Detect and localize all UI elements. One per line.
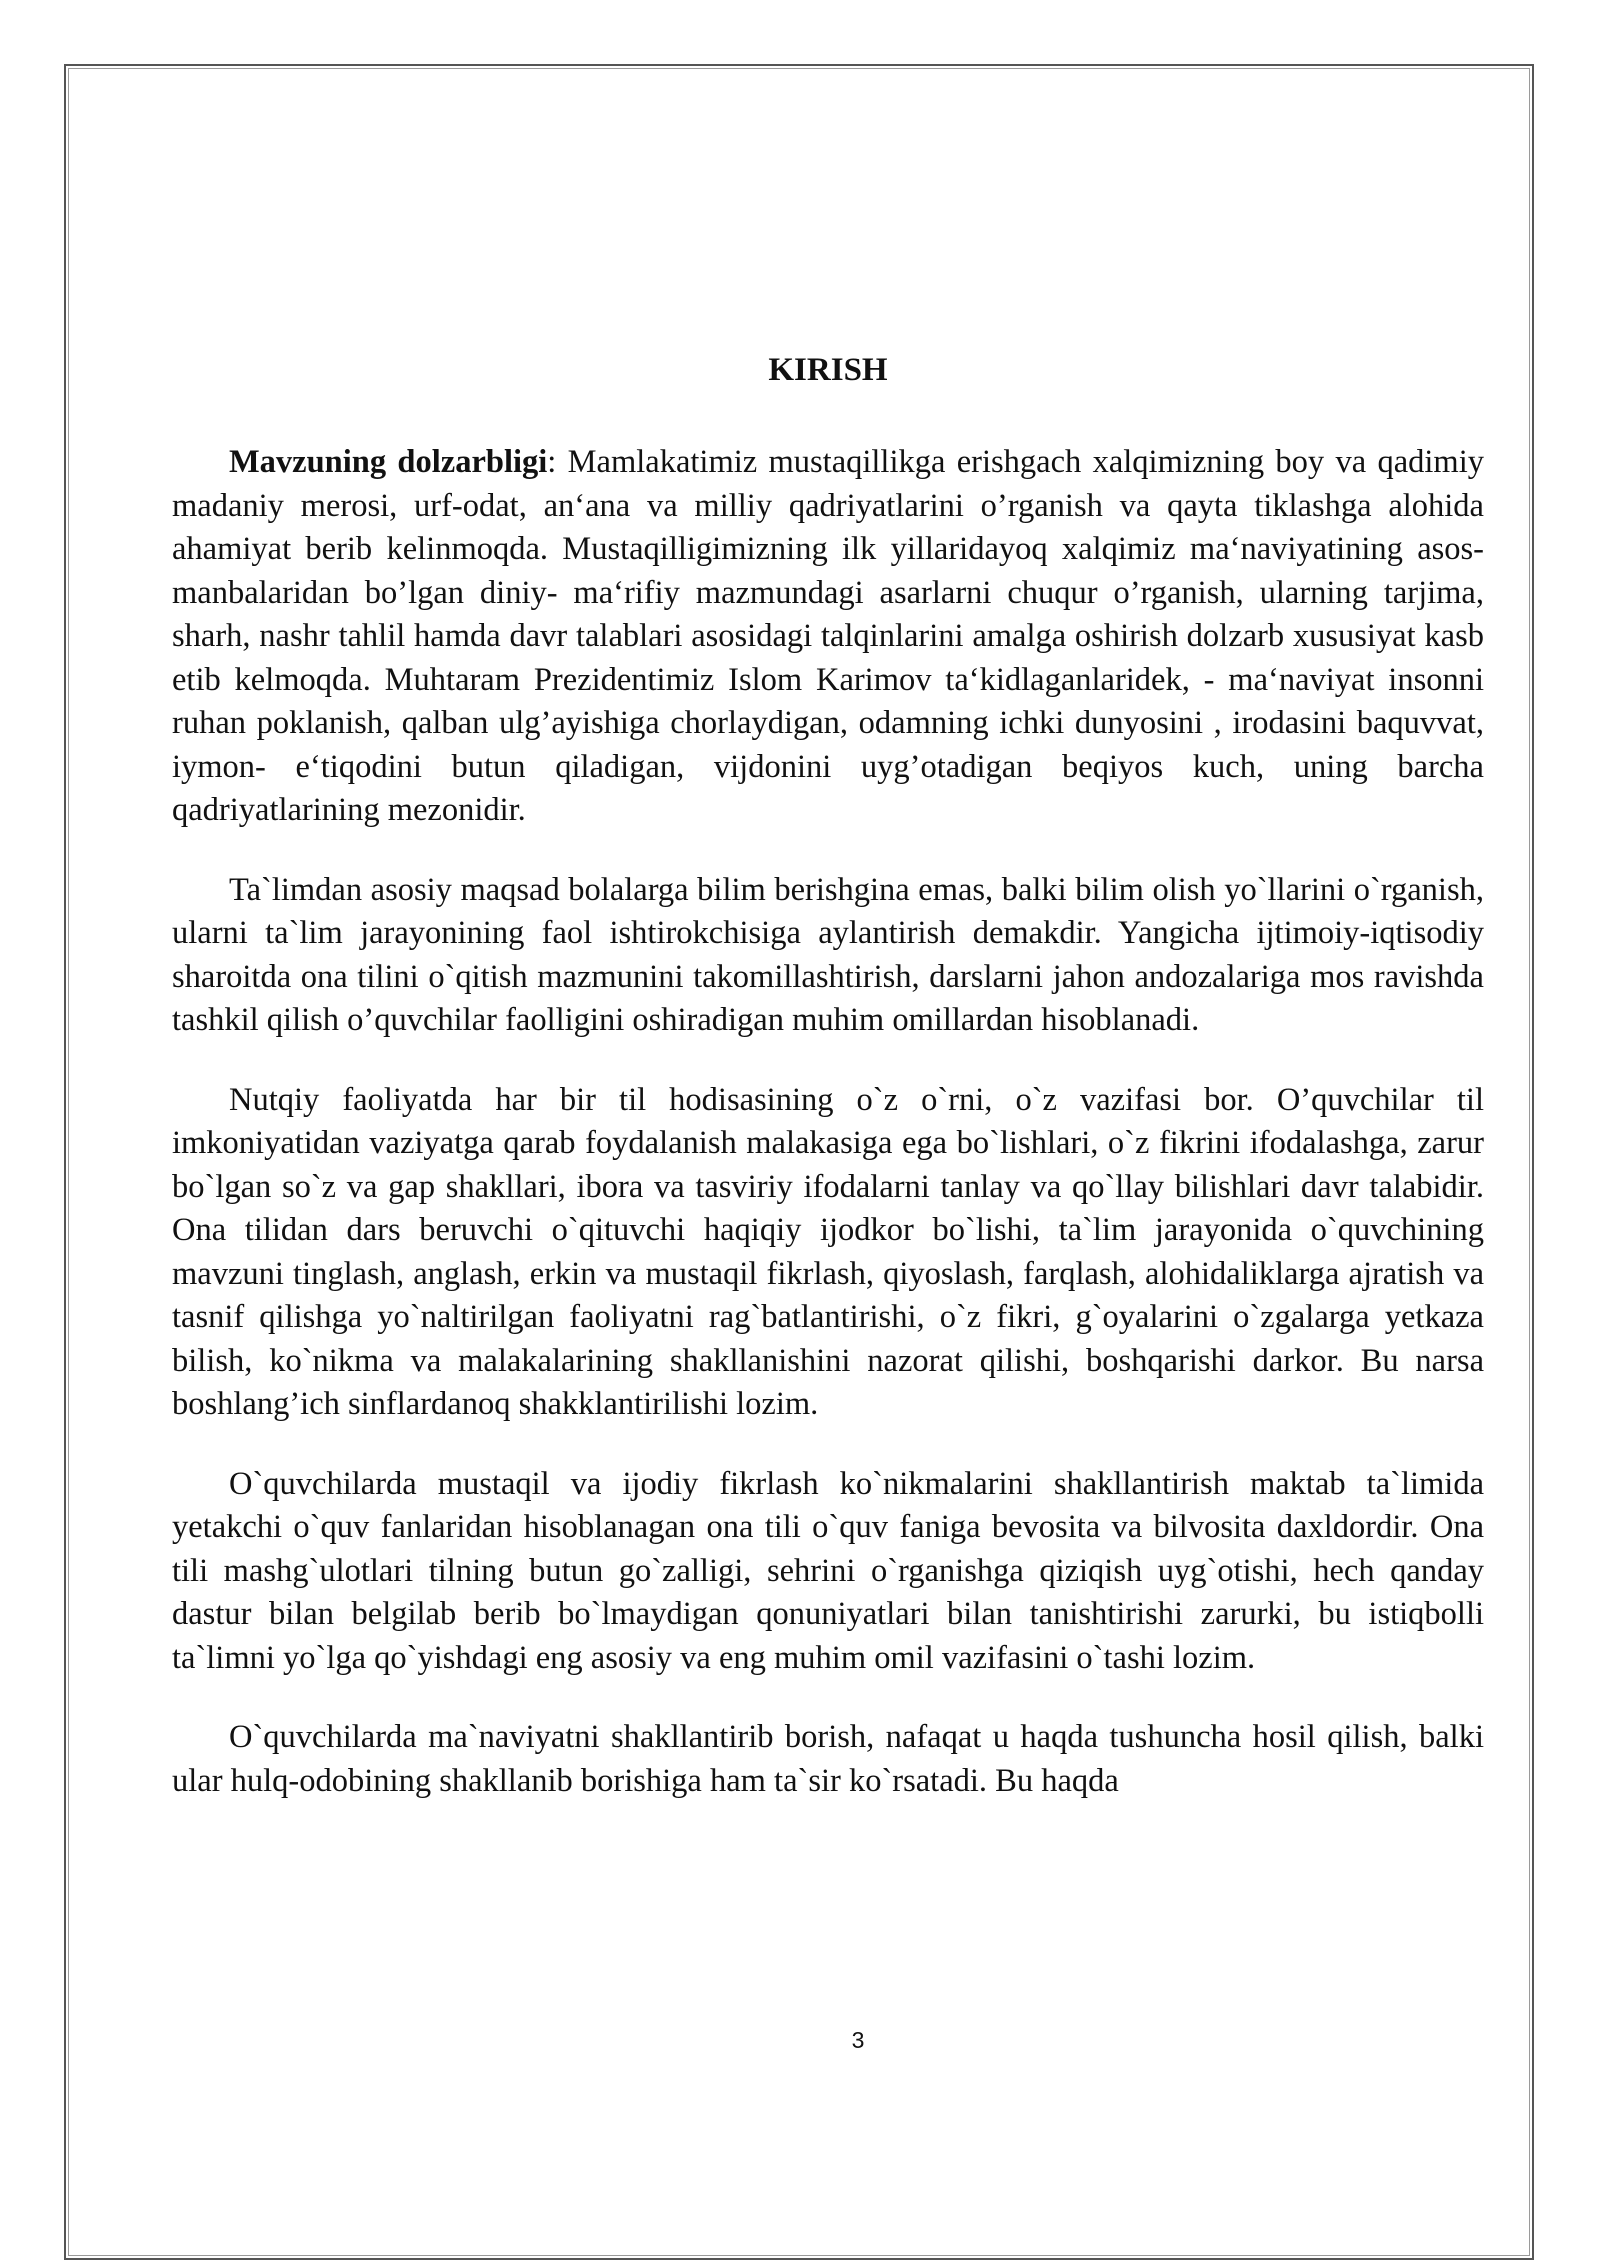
paragraph-text: : Mamlakatimiz mustaqillikga erishgach xalqimizning boy va qadimiy madaniy merosi, urf-odat, an‘ana va milliy qadriyatlarini o’rganish va qayta tiklashga alohida ahamiyat berib kelinmoqda. Mustaqilligimizning ilk yillaridayoq xalqimiz ma‘naviyatining asos-manbalaridan bo’lgan diniy- ma‘rifiy mazmundagi asarlarni chuqur o’rganish, ularning tarjima, sharh, nashr tahlil hamda davr talablari asosidagi talqinlarini amalga oshirish dolzarb xususiyat kasb etib kelmoqda. Muhtaram Prezidentimiz Islom Karimov ta‘kidlaganlaridek, - ma‘naviyat insonni ruhan poklanish, qalban ulg’ayishiga chorlaydigan, odamning ichki dunyosini , irodasini baquvvat, iymon- e‘tiqodini butun qiladigan, vijdonini uyg’otadigan beqiyos kuch, uning barcha qadriyatlarining mezonidir. <box>172 444 1484 828</box>
paragraph-spirituality: O`quvchilarda ma`naviyatni shakllantirib borish, nafaqat u haqda tushuncha hosil qilish, balki ular hulq-odobining shakllanib borishiga ham ta`sir ko`rsatadi. Bu haqda <box>172 1719 1484 1799</box>
paragraph-relevance <box>172 441 1484 833</box>
page-number: 3 <box>851 2027 865 2053</box>
document-body <box>172 346 1484 1839</box>
paragraph-lead-term: Mavzuning dolzarbligi <box>229 444 548 480</box>
section-heading: KIRISH <box>768 352 888 388</box>
paragraph-education-goal: Ta`limdan asosiy maqsad bolalarga bilim berishgina emas, balki bilim olish yo`llarini o`rganish, ularni ta`lim jarayonining faol ishtirokchisiga aylantirish demakdir. Yangicha ijtimoiy-iqtisodiy sharoitda ona tilini o`qitish mazmunini takomillashtirish, darslarni jahon andozalariga mos ravishda tashkil qilish o’quvchilar faolligini oshiradigan muhim omillardan hisoblanadi. <box>172 871 1484 1038</box>
paragraph-creative-thinking: O`quvchilarda mustaqil va ijodiy fikrlash ko`nikmalarini shakllantirish maktab ta`limida yetakchi o`quv fanlaridan hisoblanagan ona tili o`quv faniga bevosita va bilvosita daxldordir. Ona tili mashg`ulotlari tilning butun go`zalligi, sehrini o`rganishga qiziqish uyg`otishi, hech qanday dastur bilan belgilab berib bo`lmaydigan qonuniyatlari bilan tanishtirishi zarurki, bu istiqbolli ta`limni yo`lga qo`yishdagi eng asosiy va eng muhim omil vazifasini o`tashi lozim. <box>172 1465 1484 1676</box>
paragraph-speech-activity: Nutqiy faoliyatda har bir til hodisasining o`z o`rni, o`z vazifasi bor. O’quvchilar til imkoniyatidan vaziyatga qarab foydalanish malakasiga ega bo`lishlari, o`z fikrini ifodalashga, zarur bo`lgan so`z va gap shakllari, ibora va tasviriy ifodalarni tanlay va qo`llay bilishlari davr talabidir. Ona tilidan dars beruvchi o`qituvchi haqiqiy ijodkor bo`lishi, ta`lim jarayonida o`quvchining mavzuni tinglash, anglash, erkin va mustaqil fikrlash, qiyoslash, farqlash, alohidaliklarga ajratish va tasnif qilishga yo`naltirilgan faoliyatni rag`batlantirishi, o`z fikri, g`oyalarini o`zgalarga yetkaza bilish, ko`nikma va malakalarining shakllanishini nazorat qilishi, boshqarishi darkor. Bu narsa boshlang’ich sinflardanoq shakklantirilishi lozim. <box>172 1081 1484 1422</box>
